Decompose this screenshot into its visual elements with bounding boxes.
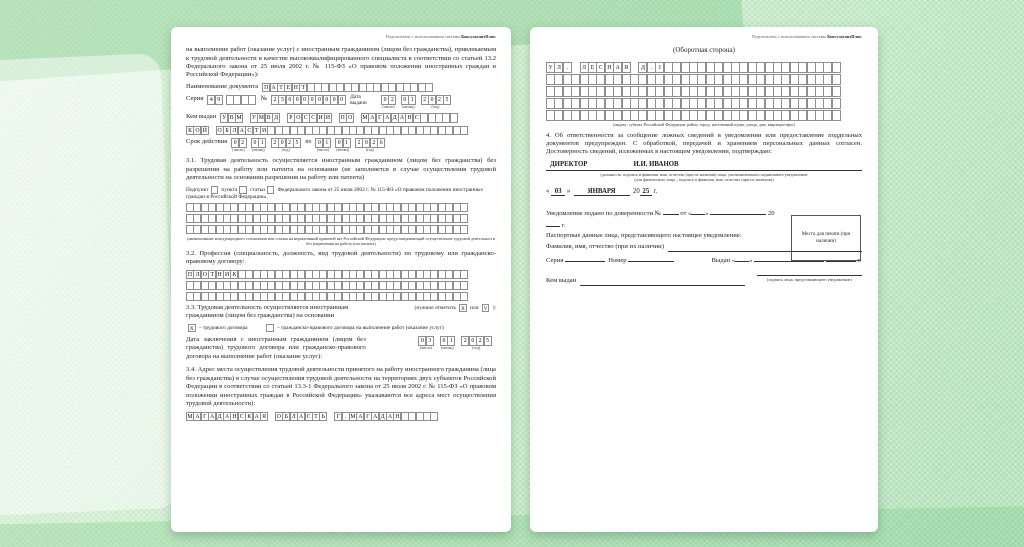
contract-date-groups — [418, 336, 496, 351]
valid-to-year: 2 0 2 6 (год) — [355, 138, 385, 153]
char-cell — [460, 225, 468, 235]
char-cell: А — [254, 413, 259, 420]
char-cell: 2 — [421, 95, 429, 105]
mark-x-box: X — [460, 306, 465, 312]
char-cell: О — [195, 127, 200, 134]
char-cell: 2 — [239, 138, 247, 148]
char-cell: 0 — [428, 95, 436, 105]
subitem-box — [211, 186, 219, 194]
char-cell: О — [202, 271, 207, 278]
char-cell — [460, 281, 468, 291]
char-cell: Б — [223, 126, 231, 136]
char-cell: О — [276, 413, 281, 420]
char-cell: 5 — [443, 95, 451, 105]
passport-heading: Паспортные данные лица, представляющего настоящее уведомление: — [546, 232, 742, 240]
char-cell — [832, 98, 841, 109]
char-cell: А — [399, 115, 405, 122]
char-cell: Л — [554, 62, 563, 73]
char-cell: С — [238, 412, 246, 422]
issue-date-day-group: 0 2 (число) — [382, 97, 395, 110]
char-cell: А — [195, 413, 200, 420]
char-cell: 0 — [381, 95, 389, 105]
char-cell: Д — [391, 113, 399, 123]
char-cell: 5 — [484, 336, 492, 346]
char-cell: Е — [284, 83, 292, 93]
signature-name: И.И. ИВАНОВ — [633, 160, 679, 168]
char-cell: У — [546, 62, 555, 73]
date-day-value: 03 — [551, 188, 565, 196]
char-cell: Я — [260, 412, 268, 422]
char-cell: 0 — [335, 138, 343, 148]
issued-by-row — [186, 113, 496, 123]
char-cell: Т — [208, 270, 216, 280]
char-cell: М — [258, 115, 264, 122]
char-cell: Ь — [319, 412, 327, 422]
stamp-placeholder-box: Место для печати (при наличии) — [791, 215, 861, 261]
address-boxes — [546, 62, 840, 73]
issued-by-label: Кем выдан — [186, 113, 217, 121]
article-label: статьи — [250, 186, 265, 193]
civil-contract-label: – гражданско-правового договора на выполнение работ (оказание услуг) — [277, 325, 444, 332]
char-cell: Г — [364, 412, 372, 422]
issued-by-boxes-line1 — [220, 113, 457, 123]
char-cell — [460, 214, 468, 224]
consultantplus-watermark: Подготовлено с использованием системы КонсультантПлюс — [385, 34, 496, 39]
subitem-label: Подпункт — [186, 186, 209, 193]
char-cell: . — [563, 62, 572, 73]
char-cell: К — [245, 412, 253, 422]
section-3-3-block — [186, 304, 496, 321]
char-cell: 0 — [251, 138, 259, 148]
char-cell: 5 — [278, 95, 286, 105]
char-cell: Н — [293, 84, 298, 91]
char-cell: 2 — [476, 336, 484, 346]
point-label: пункта — [221, 186, 238, 193]
char-cell: И — [224, 271, 230, 278]
signature-caption: (должность, подпись и фамилия, имя, отчество (при их наличии) лица, уполномоченного подписывать уведомление (для физического лица – подпись и фамилия, имя, отчество (при их наличии)) — [600, 171, 808, 182]
address-grid-row-5 — [546, 110, 862, 121]
background-left-card — [0, 53, 180, 518]
char-cell: 0 — [418, 336, 426, 346]
number-label: № — [260, 95, 267, 103]
char-cell: П — [187, 271, 193, 278]
section-3-2-text: 3.2. Профессия (специальность, должность, вид трудовой деятельности) по трудовому или гражданско-правовому договору: — [186, 249, 496, 266]
fio-line: Фамилия, имя, отчество (при их наличии) — [546, 243, 862, 251]
contract-date-year: 2 0 2 5 (год) — [461, 336, 491, 351]
char-cell: Т — [312, 412, 320, 422]
char-cell: А — [385, 115, 390, 122]
char-cell: Д — [272, 113, 280, 123]
issue-date-month-group: 0 1 (месяц) — [402, 97, 415, 110]
char-cell: Л — [193, 270, 201, 280]
address-caption: (индекс, субъект Российской Федерации, район, город, населенный пункт, улица, дом, квартира/офис) — [613, 122, 795, 128]
series-boxes — [207, 95, 222, 105]
char-cell: 4 — [207, 95, 215, 105]
form-page-front — [171, 27, 511, 532]
section-4-text: 4. Об ответственности за сообщение ложных сведений в уведомлении или предоставление поддельных документов предупрежден. С обработкой, передачей и хранением персональных данных согласен. Достоверность сведений, изложенных в настоящем уведомлении, подтверждаю: — [546, 131, 862, 156]
char-cell — [832, 74, 841, 85]
contract-date-label: Дата заключения с иностранным гражданином (лицом без гражданства) трудового договора или гражданско-правового договора на выполнение работ (оказание услуг): — [186, 336, 366, 360]
document-name-row — [186, 83, 496, 93]
address-grid-row-2 — [546, 74, 862, 85]
series-label: Серия — [186, 95, 204, 103]
char-cell: А — [271, 84, 276, 91]
char-cell: Р — [287, 113, 295, 123]
back-side-title: (Оборотная сторона) — [673, 46, 735, 55]
char-cell — [832, 62, 841, 73]
profession-boxes — [186, 270, 467, 280]
work-address-boxes — [186, 412, 438, 422]
char-cell: У — [222, 115, 227, 122]
intl-grid-row-3 — [186, 225, 496, 235]
issued-by-boxes-line2 — [186, 126, 467, 136]
char-cell: П — [340, 115, 345, 122]
char-cell: О — [348, 115, 353, 122]
char-cell: 2 — [370, 138, 378, 148]
char-cell: 1 — [408, 95, 416, 105]
issued-by-row2 — [186, 126, 496, 136]
char-cell — [832, 86, 841, 97]
char-cell: А — [373, 413, 378, 420]
char-cell: 2 — [388, 95, 396, 105]
char-cell: Н — [232, 413, 237, 420]
valid-through-label: по — [305, 139, 312, 146]
char-cell: А — [299, 413, 304, 420]
char-cell: М — [187, 413, 193, 420]
char-cell: А — [370, 115, 375, 122]
signature-position: ДИРЕКТОР — [550, 160, 588, 168]
issuer-line: Кем выдан (подпись лица, представляющего уведомление) — [546, 268, 862, 285]
char-cell: С — [309, 113, 317, 123]
char-cell: Н — [407, 115, 412, 122]
char-cell: Е — [588, 62, 597, 73]
document-name-boxes — [262, 83, 432, 93]
char-cell: С — [245, 126, 253, 136]
char-cell: 0 — [330, 95, 338, 105]
number-boxes — [271, 95, 345, 105]
valid-to-month: 0 1 (месяц) — [336, 140, 349, 153]
char-cell: Н — [605, 62, 614, 73]
series-extra-boxes — [226, 95, 256, 105]
valid-to-day: 0 1 (число) — [316, 140, 329, 153]
char-cell: Г — [201, 412, 209, 422]
char-cell: Л — [290, 412, 298, 422]
char-cell: 5 — [293, 138, 301, 148]
char-cell: О — [217, 127, 222, 134]
intl-grid-row-2 — [186, 214, 496, 224]
issue-date-label: Дата выдачи — [350, 94, 367, 107]
char-cell: 0 — [286, 95, 294, 105]
point-box — [239, 186, 247, 194]
address-grid-row-4 — [546, 98, 862, 109]
profession-row-2 — [186, 281, 496, 291]
char-cell: 9 — [215, 95, 223, 105]
char-cell: М — [236, 115, 242, 122]
char-cell: Й — [202, 127, 207, 134]
char-cell: М — [350, 413, 356, 420]
char-cell: 0 — [440, 336, 448, 346]
char-cell: 6 — [377, 138, 385, 148]
char-cell: 2 — [355, 138, 363, 148]
mark-note: (нужное отметить X или V ): — [414, 305, 496, 312]
char-cell: 0 — [401, 95, 409, 105]
char-cell: Т — [253, 126, 261, 136]
address-grid-row-1 — [546, 62, 862, 73]
char-cell: Д — [379, 412, 387, 422]
valid-from-year: 2 0 2 5 (год) — [271, 138, 301, 153]
char-cell: А — [613, 62, 622, 73]
char-cell: 1 — [343, 138, 351, 148]
section-3-4-text: 3.4. Адрес места осуществления трудовой деятельности принятого на работу иностранного гражданина (лица без гражданства) в случае осуществления трудовой деятельности на территориях двух субъектов Российской Федерации в соответствии со статьей 13.3-1 Федерального закона от 25 июля 2002 г. № 115-ФЗ «О правовом положении иностранных граждан в Российской Федерации» указываются все адреса мест осуществления трудовой деятельности): — [186, 366, 496, 408]
char-cell — [460, 126, 468, 136]
char-cell: Т — [299, 83, 307, 93]
presenter-signature-caption: (подпись лица, представляющего уведомление) — [767, 277, 852, 283]
char-cell — [832, 110, 841, 121]
signature-date-line: « 03 » ЯНВАРЯ 20 25 г. — [546, 188, 658, 196]
contract-type-checkboxes — [186, 324, 496, 332]
date-month-value: ЯНВАРЯ — [574, 188, 630, 196]
section-3-1-text: 3.1. Трудовая деятельность осуществляется иностранным гражданином (лицом без гражданства) без разрешения на работу или патента на основании (не заполняется в случае осуществления трудовой деятельности на основании разрешения на работу или патента) — [186, 157, 496, 182]
char-cell: Т — [277, 83, 285, 93]
char-cell: 1 — [655, 62, 664, 73]
document-name-label: Наименование документа — [186, 82, 259, 90]
char-cell: 2 — [286, 138, 294, 148]
passport-series-line: Серия Номер Выдан « » г. — [546, 254, 862, 265]
char-cell: 0 — [278, 138, 286, 148]
char-cell: 2 — [271, 95, 279, 105]
char-cell: 0 — [315, 95, 323, 105]
char-cell: А — [358, 413, 363, 420]
validity-row — [186, 138, 496, 153]
char-cell: А — [224, 413, 230, 420]
form-page-back — [530, 27, 878, 532]
char-cell: Д — [638, 62, 647, 73]
valid-from-day: 0 2 (число) — [232, 140, 245, 153]
mark-v-box: V — [483, 306, 488, 312]
profession-row — [186, 270, 496, 280]
char-cell: 0 — [308, 95, 316, 105]
contract-date-day: 0 3 (число) — [419, 338, 432, 351]
char-cell: . — [342, 412, 350, 422]
char-cell: 0 — [362, 138, 370, 148]
char-cell: Л — [230, 126, 238, 136]
char-cell: 0 — [315, 138, 323, 148]
char-cell: Н — [395, 413, 400, 420]
char-cell: И — [261, 127, 267, 134]
char-cell — [460, 203, 468, 213]
char-cell: А — [239, 127, 244, 134]
char-cell: Г — [334, 412, 342, 422]
work-address-row — [186, 412, 496, 422]
contract-date-block — [186, 336, 496, 364]
power-of-attorney-line: Уведомление подано по доверенности № от « » 20 г. — [546, 207, 780, 230]
date-year-value: 25 — [640, 188, 652, 196]
char-cell: 2 — [271, 138, 279, 148]
char-cell — [460, 292, 468, 302]
char-cell: 0 — [469, 336, 477, 346]
intl-grid-row-1 — [186, 203, 496, 213]
char-cell: 0 — [231, 138, 239, 148]
char-cell: С — [305, 412, 313, 422]
char-cell — [450, 113, 458, 123]
char-cell: Г — [376, 113, 384, 123]
char-cell: А — [387, 413, 393, 420]
intl-grid-caption: (наименование международного соглашения или ссылка на нормативный правовой акт Российской Федерации, предусматривающий осуществление трудовой деятельности без разрешения на работу или патента) — [187, 235, 495, 247]
char-cell: С — [413, 113, 421, 123]
article-box — [267, 186, 275, 194]
char-cell: У — [251, 115, 256, 122]
char-cell: В — [265, 113, 273, 123]
series-number-date-row — [186, 95, 496, 110]
signature-line — [546, 161, 862, 171]
char-cell: 2 — [436, 95, 444, 105]
intro-paragraph: на выполнение работ (оказание услуг) с иностранным гражданином (лицом без гражданства), привлекаемым к трудовой деятельности в качестве высококвалифицированного специалиста в соответствии со статьей 13.2 Федерального закона от 25 июля 2002 г. № 115-ФЗ «О правовом положении иностранных граждан в Российской Федерации»): — [186, 46, 496, 79]
civil-contract-checkbox — [266, 324, 274, 332]
consultantplus-watermark-2: Подготовлено с использованием системы КонсультантПлюс — [751, 34, 862, 39]
char-cell: 1 — [447, 336, 455, 346]
char-cell: И — [325, 115, 331, 122]
char-cell: И — [318, 115, 323, 122]
char-cell: 0 — [301, 95, 309, 105]
char-cell: . — [647, 62, 656, 73]
char-cell: Д — [216, 412, 224, 422]
labor-contract-checkbox: X — [189, 325, 194, 332]
valid-from-month: 0 1 (месяц) — [252, 140, 265, 153]
char-cell: 1 — [323, 138, 331, 148]
char-cell: А — [210, 413, 215, 420]
address-grid-row-3 — [546, 86, 862, 97]
char-cell: К — [230, 270, 238, 280]
char-cell — [430, 412, 438, 422]
char-cell: Б — [282, 412, 290, 422]
profession-row-3 — [186, 292, 496, 302]
char-cell: М — [362, 115, 368, 122]
subitem-line — [186, 186, 496, 201]
char-cell: 0 — [293, 95, 301, 105]
char-cell: 3 — [426, 336, 434, 346]
char-cell: С — [596, 62, 605, 73]
char-cell: 1 — [258, 138, 266, 148]
char-cell: В — [228, 113, 236, 123]
issue-date-year-group: 2 0 2 5 (год) — [421, 95, 451, 110]
char-cell: Л — [580, 62, 589, 73]
char-cell — [248, 95, 256, 105]
contract-date-month: 0 1 (месяц) — [441, 338, 454, 351]
char-cell: 0 — [323, 95, 331, 105]
char-cell: О — [296, 115, 301, 122]
law-reference: Федерального закона от 25 июля 2002 г. № 115-ФЗ «О правовом положении иностранных граждан в Российской Федерации», — [186, 186, 484, 200]
char-cell: П — [264, 84, 269, 91]
section-3-3-text: 3.3. Трудовая деятельность осуществляется иностранным гражданином (лицом без гражданства) на основании — [186, 304, 349, 320]
labor-contract-label: – трудового договора — [198, 325, 248, 332]
char-cell: С — [302, 113, 310, 123]
char-cell: К — [186, 126, 194, 136]
char-cell — [425, 83, 433, 93]
char-cell: Я — [622, 62, 631, 73]
char-cell: 2 — [461, 336, 469, 346]
char-cell — [460, 270, 468, 280]
char-cell: 0 — [338, 95, 346, 105]
validity-label: Срок действия — [186, 138, 228, 146]
char-cell: Н — [217, 271, 222, 278]
